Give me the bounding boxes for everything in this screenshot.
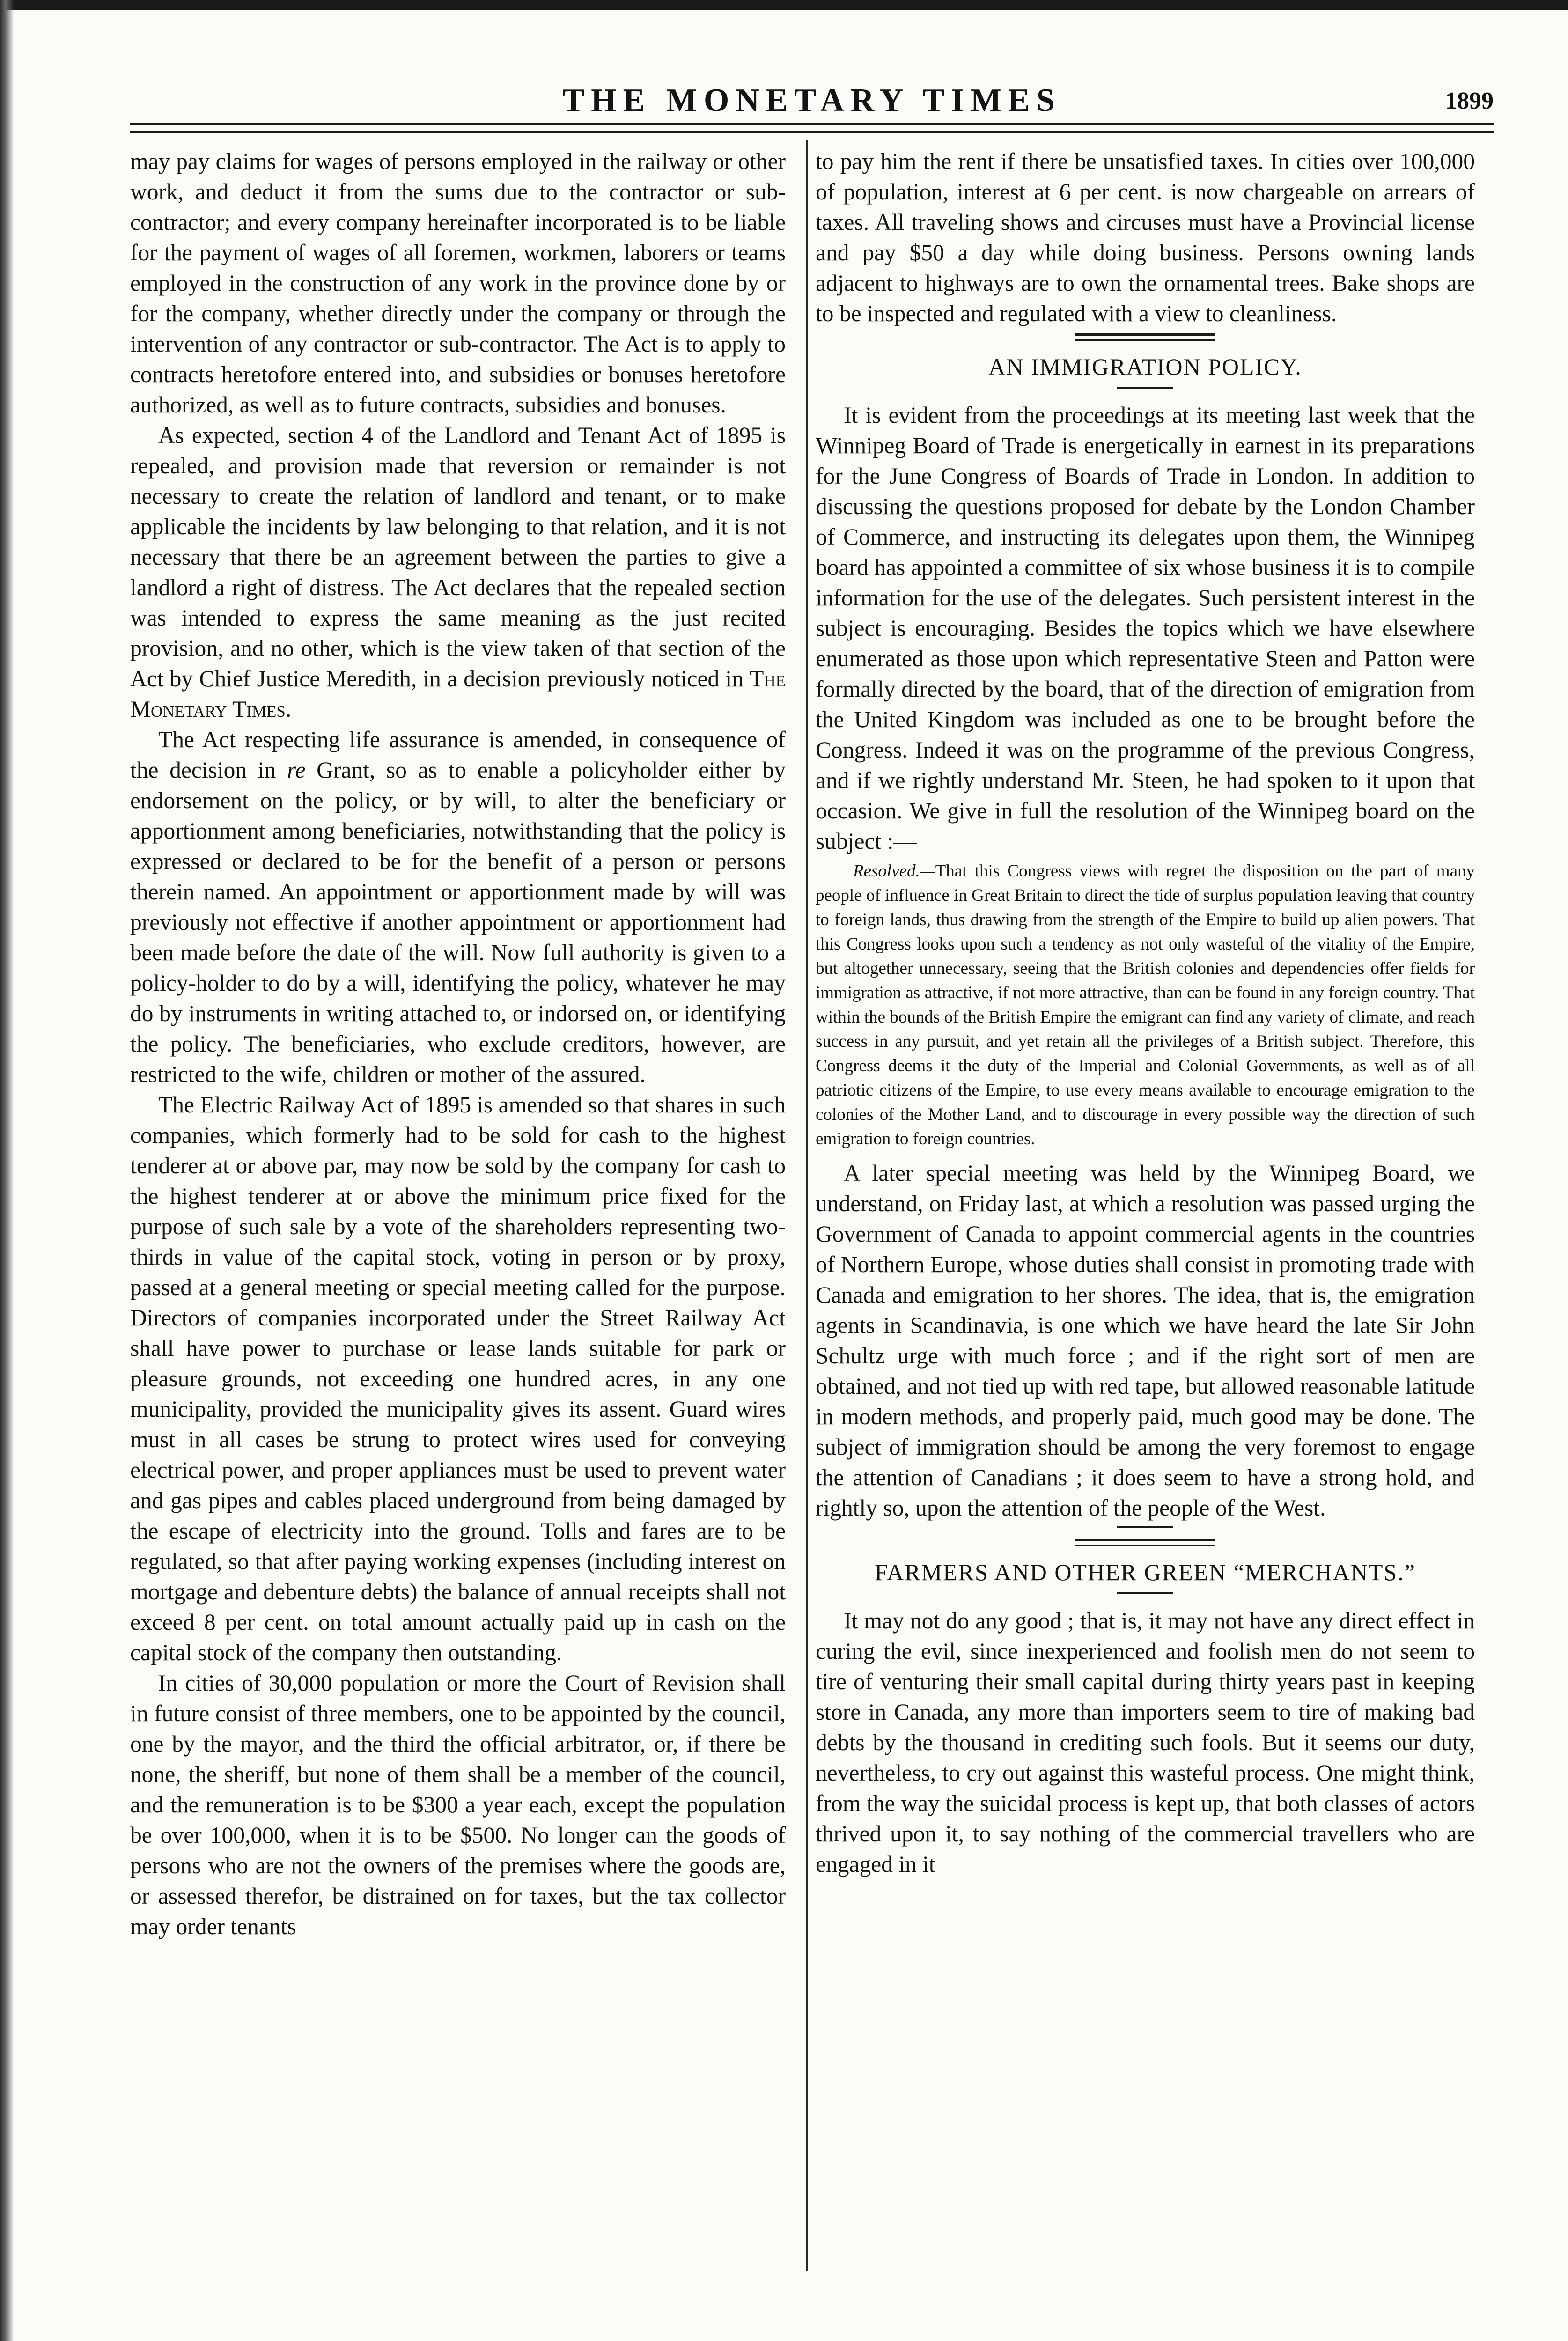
re-italic: re (287, 757, 306, 783)
special-meeting-paragraph: A later special meeting was held by the Winnipeg Board, we understand, on Friday last, at which a resolution was passed urging the Government of Canada to appoint commercial agents in the countries of Northern Europe, whose duties shall consist in promoting trade with Canada and emigration to her shores. The idea, that is, the emigration agents in Scandinavia, is one which we have heard the late Sir John Schultz urge with much force ; and if the right sort of men are obtained, and not tied up with red tape, but allowed reasonable latitude in modern methods, and properly paid, much good may be done. The subject of immigration should be among the very foremost to engage the attention of Canadians ; it does seem to have a strong hold, and rightly so, upon the attention of the people of the West. (816, 1160, 1475, 1521)
section-short-rule (1117, 1526, 1173, 1528)
journal-name-reference: The Monetary Times (130, 666, 786, 722)
taxes-paragraph: to pay him the rent if there be unsatisfied taxes. In cities over 100,000 of population, interest at 6 per cent. is now chargeable on arrears of taxes. All traveling shows and circuses must have a Provincial license and pay $50 a day while doing business. Persons owning lands adjacent to highways are to own the ornamental trees. Bake shops are to be inspected and regulated with a view to cleanliness. (816, 148, 1475, 326)
heading-short-rule (1117, 387, 1173, 389)
resolution-text: That this Congress views with regret the disposition on the part of many people of influence in Great Britain to direct the tide of surplus population leaving that country to foreign lands, thus drawing from the strength of the Empire to build up alien powers. That this Congress looks upon such a tendency as not only wasteful of the vitality of the Empire, but altogether unnecessary, seeing that the British colonies and dependencies offer fields for immigration as attractive, if not more attractive, than can be found in any foreign country. That within the bounds of the British Empire the emigrant can find any variety of climate, and reach success in any pursuit, and yet retain all the privileges of a British subject. Therefore, this Congress deems it the duty of the Imperial and Colonial Governments, as well as of all patriotic citizens of the Empire, to use every means available to encourage emigration to the colonies of the Mother Land, and to discourage in every possible way the direction of such emigration to foreign countries. (816, 861, 1475, 1148)
immigration-paragraph: It is evident from the proceedings at its meeting last week that the Winnipeg Board of Trade is energetically in earnest in its preparations for the June Congress of Boards of Trade in London. In addition to discussing the questions proposed for debate by the London Chamber of Commerce, and instructing its delegates upon them, the Winnipeg board has appointed a committee of six whose business it is to compile information for the use of the delegates. Such persistent interest in the subject is encouraging. Besides the topics which we have elsewhere enumerated as those upon which representative Steen and Patton were formally directed by the board, that of the direction of emigration from the United Kingdom was included as one to be brought before the Congress. Indeed it was on the programme of the previous Congress, and if we rightly understand Mr. Steen, he had spoken to it upon that occasion. We give in full the resolution of the Winnipeg board on the subject :— (816, 402, 1475, 854)
wages-paragraph: may pay claims for wages of persons employed in the railway or other work, and deduct it from the sums due to the contractor or sub-contractor; and every company hereinafter incorporated is to be liable for the payment of wages of all foremen, workmen, laborers or teams employed in the construction of any work in the province done by or for the company, whether directly under the company or through the intervention of any contractor or sub-contractor. The Act is to apply to contracts heretofore entered into, and subsidies or bonuses heretofore authorized, as well as to future contracts, subsidies and bonuses. (130, 148, 786, 418)
life-assurance-paragraph (130, 724, 786, 1090)
farmers-paragraph: It may not do any good ; that is, it may not have any direct effect in curing the evil, since inexperienced and foolish men do not seem to tire of venturing their small capital during thirty years past in keeping store in Canada, any more than importers seem to tire of making bad debts by the thousand in crediting such fools. But it seems our duty, nevertheless, to cry out against this wasteful process. One might think, from the way the suicidal process is kept up, that both classes of actors thrived upon it, to say nothing of the commercial travellers who are engaged in it (816, 1608, 1475, 1877)
section-double-rule-2 (1075, 1539, 1215, 1546)
header-rule-thick (130, 123, 1494, 125)
landlord-tenant-end: . (285, 696, 292, 722)
right-column (816, 146, 1475, 1879)
scan-edge-left (0, 0, 14, 2341)
life-assurance-text-b: Grant, so as to enable a policyholder either by endorsement on the policy, or by will, to alter the beneficiary or apportionment among beneficiaries, notwithstanding that the policy is expressed or declared to be for the benefit of a person or persons therein named. An appointment or apportionment made by will was previously not effective if another appointment or apportionment had been made before the date of the will. Now full authority is given to a policy-holder to do by a will, identifying the policy, whatever he may do by instruments in writing attached to, or indorsed on, or identifying the policy. The beneficiaries, who exclude creditors, however, are restricted to the wife, children or mother of the assured. (130, 757, 786, 1087)
column-divider (806, 140, 808, 2271)
heading-short-rule-2 (1117, 1592, 1173, 1594)
scan-edge-top (0, 0, 1568, 10)
section-double-rule (1075, 333, 1215, 341)
electric-railway-paragraph: The Electric Railway Act of 1895 is amended so that shares in such companies, which formerly had to be sold for cash to the highest tenderer at or above par, may now be sold by the company for cash to the highest tenderer at or above the minimum price fixed for the purpose of such sale by a vote of the shareholders representing two-thirds in value of the capital stock, voting in person or by proxy, passed at a general meeting or special meeting called for the purpose. Directors of companies incorporated under the Street Railway Act shall have power to purchase or lease lands suitable for park or pleasure grounds, not exceeding one hundred acres, in any one municipality, provided the municipality gives its assent. Guard wires must in all cases be strung to protect wires used for conveying electrical power, and proper appliances must be used to prevent water and gas pipes and cables placed underground from being damaged by the escape of electricity into the ground. Tolls and fares are to be regulated, so that after paying working expenses (including interest on mortgage and debenture debts) the balance of annual receipts shall not exceed 8 per cent. on total amount actually paid up in cash on the capital stock of the company then outstanding. (130, 1092, 786, 1665)
running-title: THE MONETARY TIMES (562, 82, 1061, 118)
header-rule-thin (130, 131, 1494, 133)
resolution-block (816, 859, 1475, 1151)
immigration-heading: AN IMMIGRATION POLICY. (988, 353, 1302, 380)
resolution-lead: Resolved.— (853, 861, 935, 881)
farmers-heading: FARMERS AND OTHER GREEN “MERCHANTS.” (875, 1559, 1416, 1585)
landlord-tenant-paragraph (130, 420, 786, 724)
court-of-revision-paragraph: In cities of 30,000 population or more the Court of Revision shall in future consist of three members, one to be appointed by the council, one by the mayor, and the third the official arbitrator, or, if there be none, the sheriff, but none of them shall be a member of the council, and the remuneration is to be $300 a year each, except the population be over 100,000, when it is to be $500. No longer can the goods of persons who are not the owners of the premises where the goods are, or assessed therefor, be distrained on for taxes, but the tax collector may order tenants (130, 1670, 786, 1939)
page-header (130, 80, 1494, 122)
life-assurance-text-a: The Act respecting life assurance is amended, in consequence of the decision in (130, 727, 786, 783)
landlord-tenant-text: As expected, section 4 of the Landlord and Tenant Act of 1895 is repealed, and provision made that reversion or remainder is not necessary to create the relation of landlord and tenant, or to make applicable the incidents by law belonging to that relation, and it is not necessary that there be an agreement between the parties to give a landlord a right of distress. The Act declares that the repealed section was intended to express the same meaning as the just recited provision, and no other, which is the view taken of that section of the Act by Chief Justice Meredith, in a decision previously noticed in (130, 422, 786, 692)
page-number: 1899 (1445, 88, 1494, 114)
left-column (130, 146, 786, 1942)
